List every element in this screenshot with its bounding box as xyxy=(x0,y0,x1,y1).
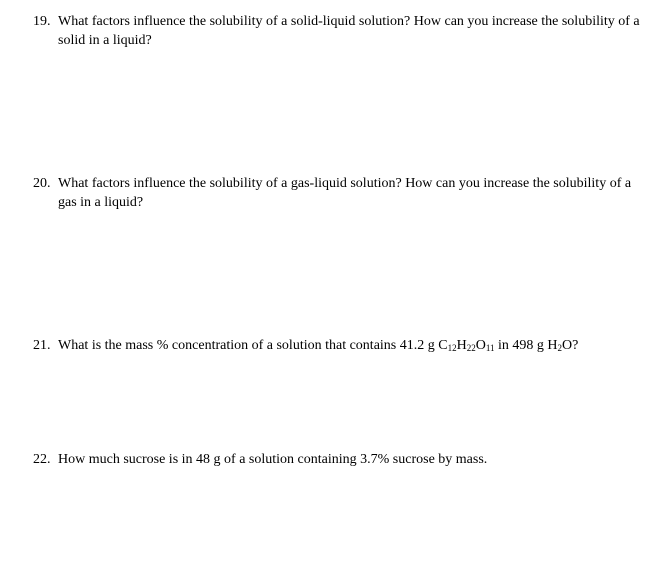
question-number: 19. xyxy=(33,14,51,29)
question-number: 21. xyxy=(33,338,51,353)
question-text-middle: in 498 g H xyxy=(494,338,558,353)
question-number: 20. xyxy=(33,176,51,191)
question-22 xyxy=(33,450,643,469)
oxygen-symbol: O xyxy=(475,338,486,353)
question-text: What factors influence the solubility of a solid-liquid solution? How can you increase the solubility of a solid in a liquid? xyxy=(58,14,640,48)
question-text-start: What is the mass % concentration of a solution that contains 41.2 g C xyxy=(58,338,448,353)
question-text-end: ? xyxy=(572,338,579,353)
hydrogen-symbol: H xyxy=(456,338,467,353)
hydrogen-subscript: 22 xyxy=(466,343,476,353)
water-oxygen-symbol: O xyxy=(562,338,573,353)
question-19 xyxy=(33,12,643,50)
question-text: How much sucrose is in 48 g of a solution containing 3.7% sucrose by mass. xyxy=(58,452,488,467)
question-number: 22. xyxy=(33,452,51,467)
oxygen-subscript: 11 xyxy=(485,343,495,353)
question-text: What factors influence the solubility of a gas-liquid solution? How can you increase the solubility of a gas in a liquid? xyxy=(58,176,632,210)
carbon-subscript: 12 xyxy=(447,343,457,353)
question-text xyxy=(58,336,643,355)
question-21 xyxy=(33,336,643,355)
water-hydrogen-subscript: 2 xyxy=(557,343,563,353)
question-20 xyxy=(33,174,643,212)
